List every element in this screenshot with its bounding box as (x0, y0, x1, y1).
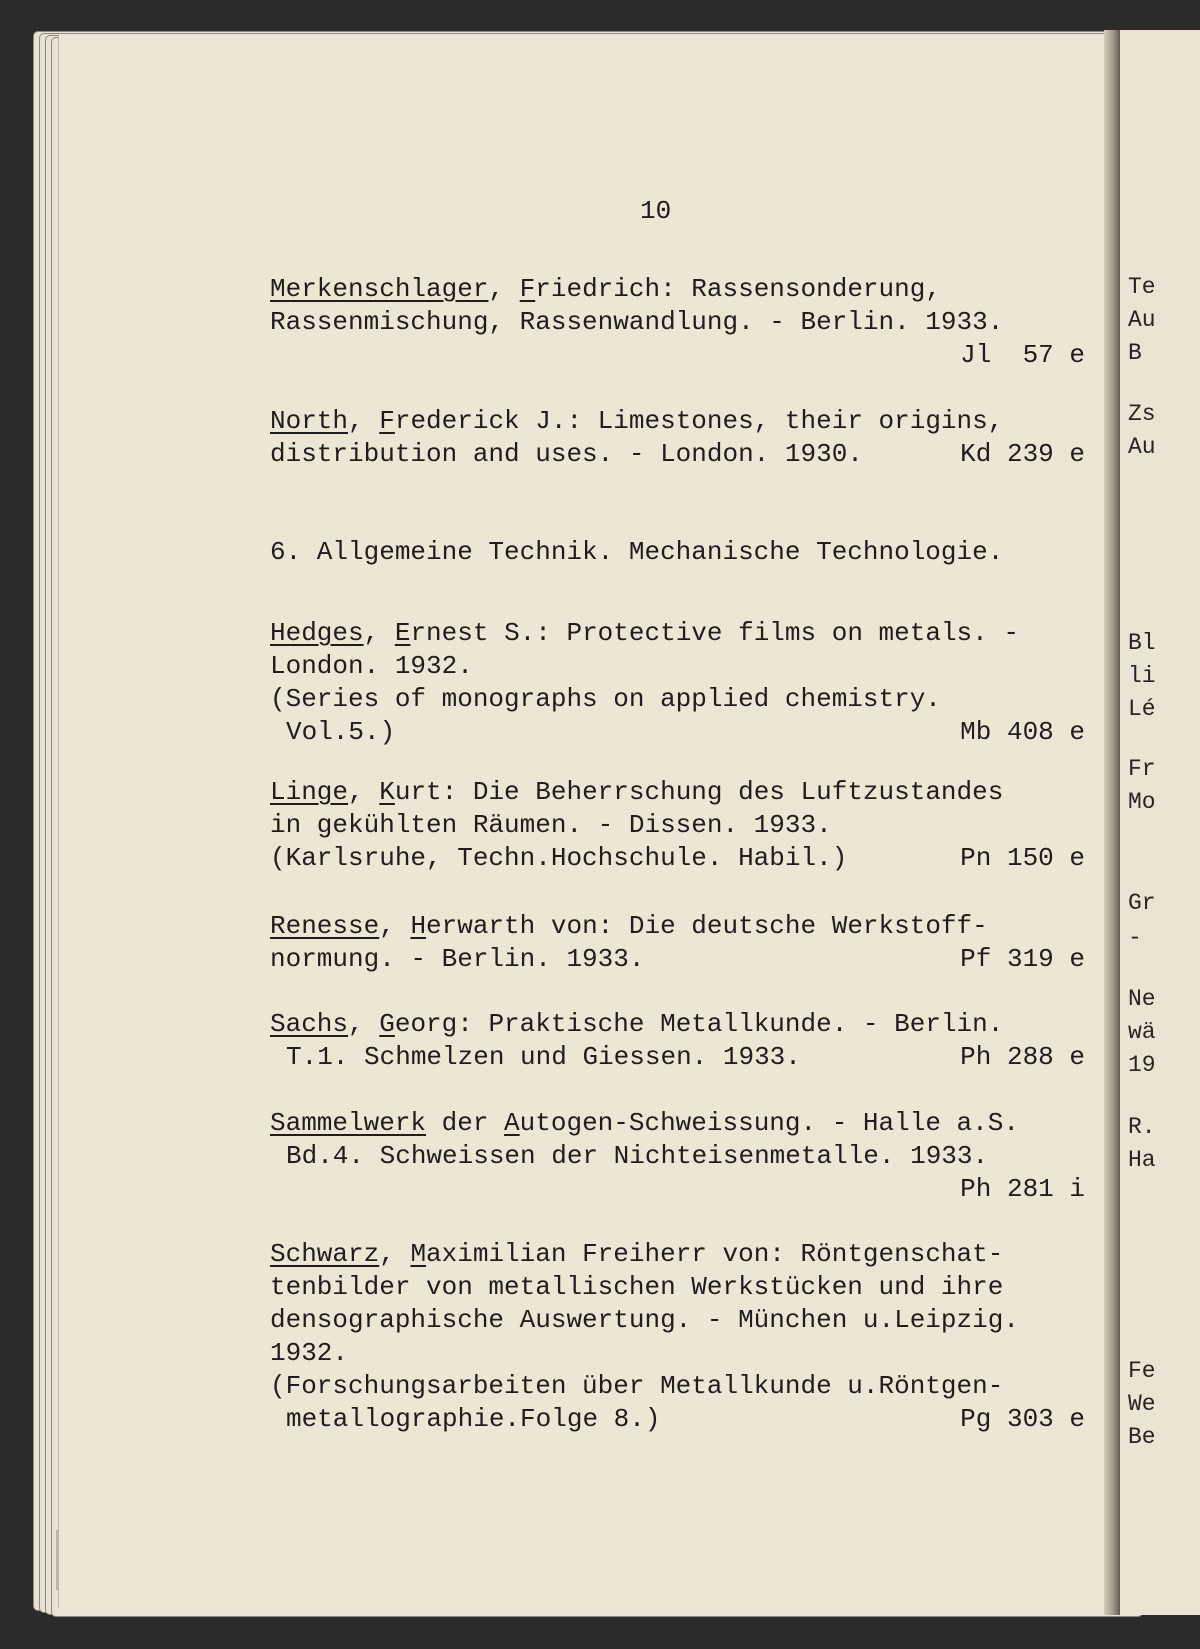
author-initial: A (504, 1108, 520, 1138)
entry-text: distribution and uses. - London. 1930. (270, 439, 863, 469)
author-surname: Sammelwerk (270, 1108, 427, 1138)
next-page-fragment: Ne (1128, 986, 1156, 1012)
entry-text: London. 1932. (270, 651, 473, 681)
bibliography-entry: Sachs, Georg: Praktische Metallkunde. - Berlin. T.1. Schmelzen und Giessen. 1933. Ph 288 e (270, 1009, 1085, 1072)
next-page-fragment: Au (1128, 434, 1156, 460)
next-page-fragment: Ha (1128, 1147, 1156, 1173)
entry-text: (Series of monographs on applied chemistry. (270, 684, 941, 714)
bibliography-entry (270, 1107, 1085, 1206)
shelf-mark: Ph 281 i (960, 1174, 1085, 1204)
next-page-fragment: Te (1128, 274, 1156, 300)
entry-text: tenbilder von metallischen Werkstücken und ihre (270, 1272, 1004, 1302)
right-page-edge (1120, 30, 1200, 1615)
entry-text: in gekühlten Räumen. - Dissen. 1933. (270, 810, 832, 840)
author-initial: G (379, 1009, 395, 1039)
next-page-fragment: We (1128, 1391, 1156, 1417)
shelf-mark: Pf 319 e (960, 944, 1085, 974)
section-heading: 6. Allgemeine Technik. Mechanische Technologie. (270, 537, 1004, 567)
entry-text: erwarth von: Die deutsche Werkstoff- (426, 911, 988, 941)
author-surname: North (270, 406, 349, 436)
next-page-fragment: R. (1128, 1114, 1156, 1140)
next-page-fragment: Mo (1128, 789, 1156, 815)
entry-text: (Karlsruhe, Techn.Hochschule. Habil.) (270, 843, 848, 873)
next-page-fragment: li (1128, 663, 1156, 689)
entry-text: rnest S.: Protective films on metals. - (410, 618, 1019, 648)
bibliography-entry: Merkenschlager, Friedrich: Rassensonderung, Rassenmischung, Rassenwandlung. - Berlin. 1933. Jl 57 e (270, 274, 1085, 370)
author-surname: Hedges (270, 618, 364, 648)
shelf-mark: Jl 57 e (960, 340, 1085, 370)
author-initial: H (410, 911, 427, 941)
page-number: 10 (640, 196, 672, 226)
author-surname: Sachs (270, 1009, 349, 1039)
entry-text: normung. - Berlin. 1933. (270, 944, 645, 974)
entry-text: T.1. Schmelzen und Giessen. 1933. (286, 1042, 801, 1072)
shelf-mark: Kd 239 e (960, 439, 1085, 469)
entry-text: Bd.4. Schweissen der Nichteisenmetalle. 1933. (286, 1141, 989, 1171)
shelf-mark: Pn 150 e (960, 843, 1085, 873)
next-page-fragment: Fr (1128, 756, 1156, 782)
author-surname: Merkenschlager (270, 274, 489, 304)
entry-text: utogen-Schweissung. - Halle a.S. (519, 1108, 1019, 1138)
entry-text: Vol.5.) (286, 717, 396, 747)
bibliography-entry: Schwarz, Maximilian Freiherr von: Röntgenschat- tenbilder von metallischen Werkstücken und ihre densographische Auswertung. - München u.Leipzig. 1932. (Forschungsarbeiten über Metallkunde u.Röntgen- metallographie.Folge 8.) Pg 303 e (270, 1239, 1085, 1434)
author-surname: Schwarz (270, 1239, 380, 1269)
author-initial: M (410, 1239, 427, 1269)
bibliography-entry: Linge, Kurt: Die Beherrschung des Luftzustandes in gekühlten Räumen. - Dissen. 1933. (Karlsruhe, Techn.Hochschule. Habil.) Pn 150 e (270, 777, 1085, 873)
author-initial: F (519, 274, 536, 304)
book-gutter (1104, 30, 1120, 1615)
author-surname: Linge (270, 777, 349, 807)
entry-text: (Forschungsarbeiten über Metallkunde u.Röntgen- (270, 1371, 1004, 1401)
shelf-mark: Mb 408 e (960, 717, 1085, 747)
bibliography-entry: Hedges, Ernest S.: Protective films on metals. - London. 1932. (Series of monographs on applied chemistry. Vol.5.) Mb 408 e (270, 618, 1085, 747)
entry-text: Rassenmischung, Rassenwandlung. - Berlin. 1933. (270, 307, 1004, 337)
author-surname: Renesse (270, 911, 380, 941)
entry-text: rederick J.: Limestones, their origins, (394, 406, 1004, 436)
next-page-fragment: Au (1128, 307, 1156, 333)
entry-text: riedrich: Rassensonderung, (535, 274, 941, 304)
author-initial: K (379, 777, 395, 807)
entry-text: der (426, 1108, 505, 1138)
entry-text: eorg: Praktische Metallkunde. - Berlin. (394, 1009, 1004, 1039)
shelf-mark: Pg 303 e (960, 1404, 1085, 1434)
next-page-fragment: Be (1128, 1424, 1156, 1450)
next-page-fragment: B (1128, 340, 1142, 366)
entry-text: metallographie.Folge 8.) (286, 1404, 661, 1434)
bibliography-entry: Renesse, Herwarth von: Die deutsche Werkstoff- normung. - Berlin. 1933. Pf 319 e (270, 911, 1085, 974)
shelf-mark: Ph 288 e (960, 1042, 1085, 1072)
entry-text: urt: Die Beherrschung des Luftzustandes (394, 777, 1004, 807)
next-page-fragment: Zs (1128, 401, 1156, 427)
next-page-fragment: Gr (1128, 890, 1156, 916)
author-initial: E (394, 618, 411, 648)
next-page-fragment: Fe (1128, 1358, 1156, 1384)
bibliography-entry: North, Frederick J.: Limestones, their origins, distribution and uses. - London. 1930. Kd 239 e (270, 406, 1085, 469)
binding-shadow (56, 1530, 59, 1590)
entry-text: 1932. (270, 1338, 349, 1368)
next-page-fragment: wä (1128, 1019, 1156, 1045)
entry-text: aximilian Freiherr von: Röntgenschat- (426, 1239, 1004, 1269)
next-page-fragment: Bl (1128, 630, 1156, 656)
entry-text: densographische Auswertung. - München u.Leipzig. (270, 1305, 1019, 1335)
next-page-fragment: - (1128, 925, 1142, 951)
next-page-fragment: 19 (1128, 1052, 1156, 1078)
next-page-fragment: Lé (1128, 696, 1156, 722)
author-initial: F (379, 406, 395, 436)
